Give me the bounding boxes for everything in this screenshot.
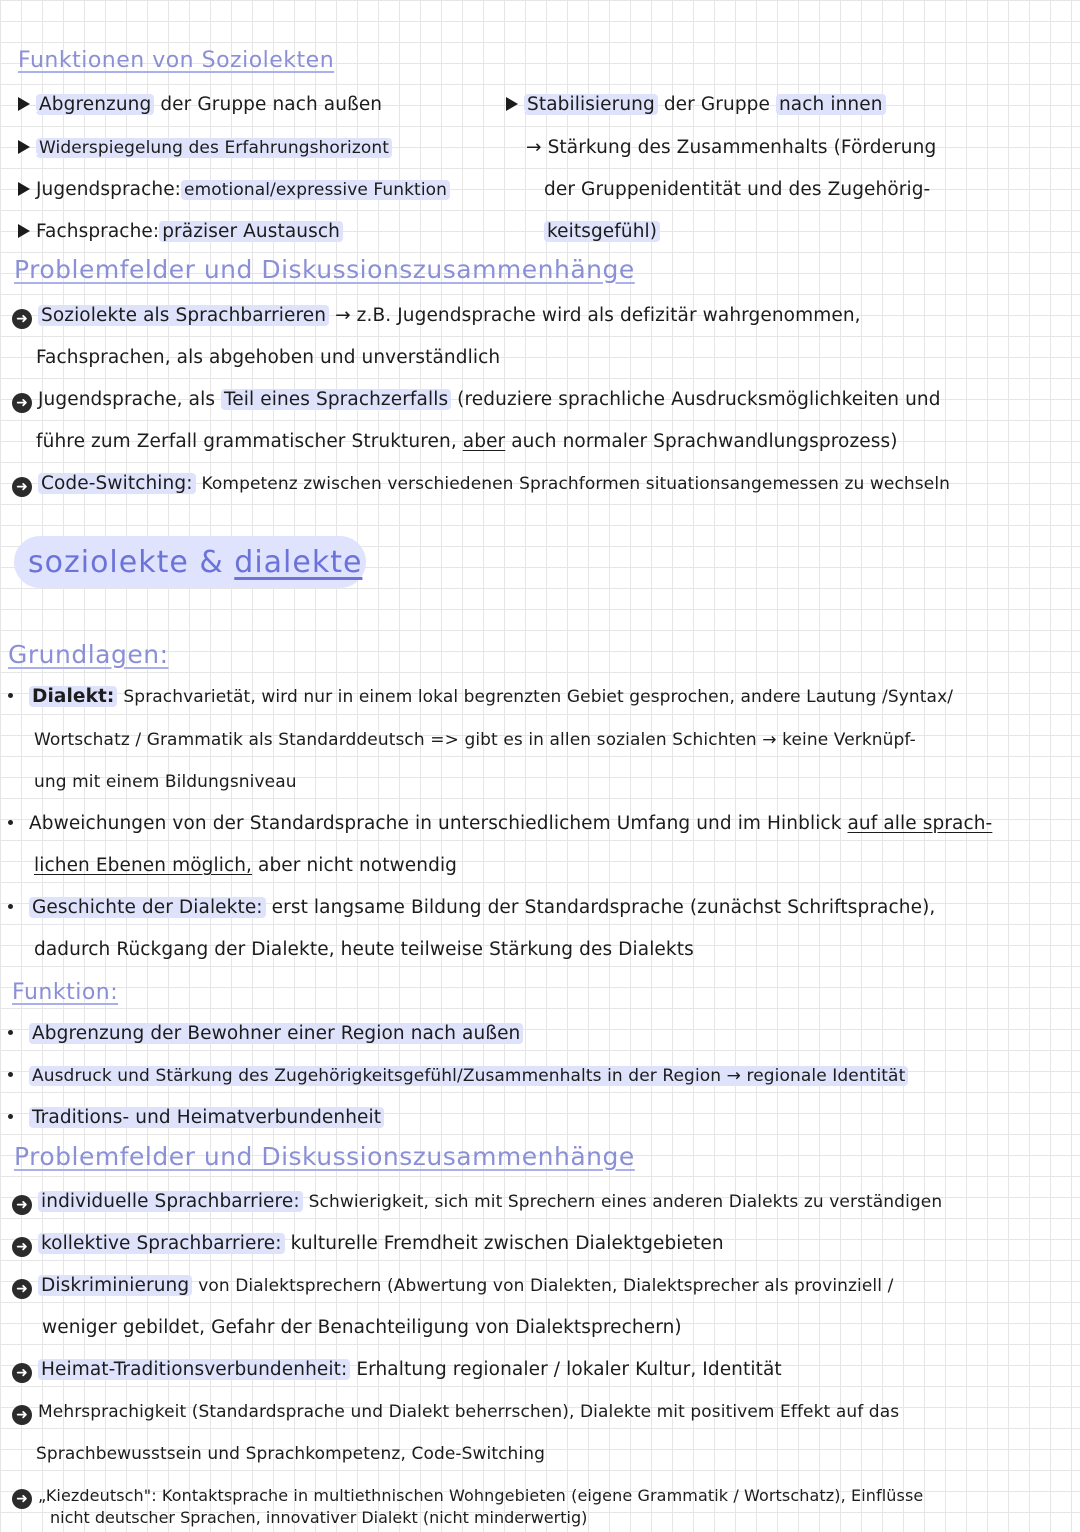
triangle-bullet-icon bbox=[18, 97, 30, 111]
list-item-widerspiegelung: Widerspiegelung des Erfahrungshorizont bbox=[18, 136, 392, 160]
text-line: weniger gebildet, Gefahr der Benachteiligung von Dialektsprechern) bbox=[42, 1317, 682, 1338]
list-item-fachsprache: Fachsprache: präziser Austausch bbox=[18, 220, 343, 244]
list-item-funktion-tradition: Traditions- und Heimatverbundenheit bbox=[8, 1106, 384, 1130]
list-item-diskriminierung: ➜ Diskriminierung von Dialektsprechern (Abwertung von Dialekten, Dialektsprecher als provinziell / bbox=[12, 1274, 893, 1299]
section-heading-funktionen-soziolekte: Funktionen von Soziolekten bbox=[18, 48, 335, 73]
list-item-kiezdeutsch: ➜ „Kiezdeutsch": Kontaktsprache in multiethnischen Wohngebieten (eigene Grammatik / Wortschatz), Einflüsse bbox=[12, 1484, 923, 1509]
list-item-geschichte: Geschichte der Dialekte: erst langsame Bildung der Standardsprache (zunächst Schriftsprache), bbox=[8, 896, 935, 920]
section-heading-funktion: Funktion: bbox=[12, 980, 119, 1005]
list-item-code-switching: ➜ Code-Switching: Kompetenz zwischen verschiedenen Sprachformen situationsangemessen zu wechseln bbox=[12, 472, 950, 497]
arrow-circle-icon: ➜ bbox=[12, 1489, 32, 1509]
text-line: lichen Ebenen möglich, aber nicht notwendig bbox=[34, 855, 458, 876]
bullet-dot-icon bbox=[8, 693, 13, 698]
list-item-abweichungen: Abweichungen von der Standardsprache in unterschiedlichem Umfang und im Hinblick auf alle sprach- bbox=[8, 812, 992, 836]
list-item-individuelle-sprachbarriere: ➜ individuelle Sprachbarriere: Schwierigkeit, sich mit Sprechern eines anderen Dialekts zu verständigen bbox=[12, 1190, 942, 1215]
list-item-heimat-tradition: ➜ Heimat-Traditionsverbundenheit: Erhaltung regionaler / lokaler Kultur, Identität bbox=[12, 1358, 782, 1383]
text-line: Wortschatz / Grammatik als Standarddeutsch => gibt es in allen sozialen Schichten → keine Verknüpf- bbox=[34, 730, 916, 750]
list-item-stabilisierung: Stabilisierung der Gruppe nach innen bbox=[506, 93, 886, 117]
page-title: soziolekte & dialekte bbox=[28, 545, 363, 580]
text-line: keitsgefühl) bbox=[544, 220, 660, 244]
text-line: nicht deutscher Sprachen, innovativer Dialekt (nicht minderwertig) bbox=[50, 1508, 588, 1527]
arrow-circle-icon: ➜ bbox=[12, 477, 32, 497]
text-line: Fachsprachen, als abgehoben und unverständlich bbox=[36, 347, 501, 368]
triangle-bullet-icon bbox=[506, 97, 518, 111]
text-line: dadurch Rückgang der Dialekte, heute teilweise Stärkung des Dialekts bbox=[34, 939, 694, 960]
arrow-circle-icon: ➜ bbox=[12, 1195, 32, 1215]
text-line: der Gruppenidentität und des Zugehörig- bbox=[544, 179, 931, 200]
triangle-bullet-icon bbox=[18, 182, 30, 196]
list-item-mehrsprachigkeit: ➜ Mehrsprachigkeit (Standardsprache und Dialekt beherrschen), Dialekte mit positivem Effekt auf das bbox=[12, 1400, 899, 1425]
bullet-dot-icon bbox=[8, 1030, 13, 1035]
bullet-dot-icon bbox=[8, 904, 13, 909]
text-line: → Stärkung des Zusammenhalts (Förderung bbox=[526, 137, 937, 158]
section-heading-problemfelder-soziolekte: Problemfelder und Diskussionszusammenhänge bbox=[14, 255, 635, 284]
text-line: führe zum Zerfall grammatischer Strukturen, aber auch normaler Sprachwandlungsprozess) bbox=[36, 431, 898, 452]
arrow-circle-icon: ➜ bbox=[12, 309, 32, 329]
triangle-bullet-icon bbox=[18, 140, 30, 154]
list-item-kollektive-sprachbarriere: ➜ kollektive Sprachbarriere: kulturelle Fremdheit zwischen Dialektgebieten bbox=[12, 1232, 724, 1257]
triangle-bullet-icon bbox=[18, 224, 30, 238]
bullet-dot-icon bbox=[8, 1072, 13, 1077]
bullet-dot-icon bbox=[8, 1114, 13, 1119]
arrow-circle-icon: ➜ bbox=[12, 1363, 32, 1383]
list-item-abgrenzung: Abgrenzung der Gruppe nach außen bbox=[18, 93, 382, 117]
section-heading-grundlagen: Grundlagen: bbox=[8, 640, 169, 669]
list-item-funktion-abgrenzung: Abgrenzung der Bewohner einer Region nach außen bbox=[8, 1022, 523, 1046]
arrow-circle-icon: ➜ bbox=[12, 1405, 32, 1425]
list-item-sprachzerfall: ➜ Jugendsprache, als Teil eines Sprachzerfalls (reduziere sprachliche Ausdrucksmöglichkeiten und bbox=[12, 388, 941, 413]
arrow-circle-icon: ➜ bbox=[12, 393, 32, 413]
arrow-circle-icon: ➜ bbox=[12, 1279, 32, 1299]
list-item-dialekt: Dialekt: Sprachvarietät, wird nur in einem lokal begrenzten Gebiet gesprochen, andere Lautung /Syntax/ bbox=[8, 685, 953, 709]
bullet-dot-icon bbox=[8, 820, 13, 825]
list-item-funktion-ausdruck: Ausdruck und Stärkung des Zugehörigkeitsgefühl/Zusammenhalts in der Region → regionale Identität bbox=[8, 1064, 908, 1088]
text-line: Sprachbewusstsein und Sprachkompetenz, Code-Switching bbox=[36, 1444, 546, 1464]
list-item-jugendsprache: Jugendsprache: emotional/expressive Funktion bbox=[18, 178, 450, 202]
arrow-circle-icon: ➜ bbox=[12, 1237, 32, 1257]
text-line: ung mit einem Bildungsniveau bbox=[34, 772, 297, 792]
list-item-sprachbarrieren: ➜ Soziolekte als Sprachbarrieren → z.B. Jugendsprache wird als defizitär wahrgenommen, bbox=[12, 304, 861, 329]
section-heading-problemfelder-dialekte: Problemfelder und Diskussionszusammenhänge bbox=[14, 1142, 635, 1171]
